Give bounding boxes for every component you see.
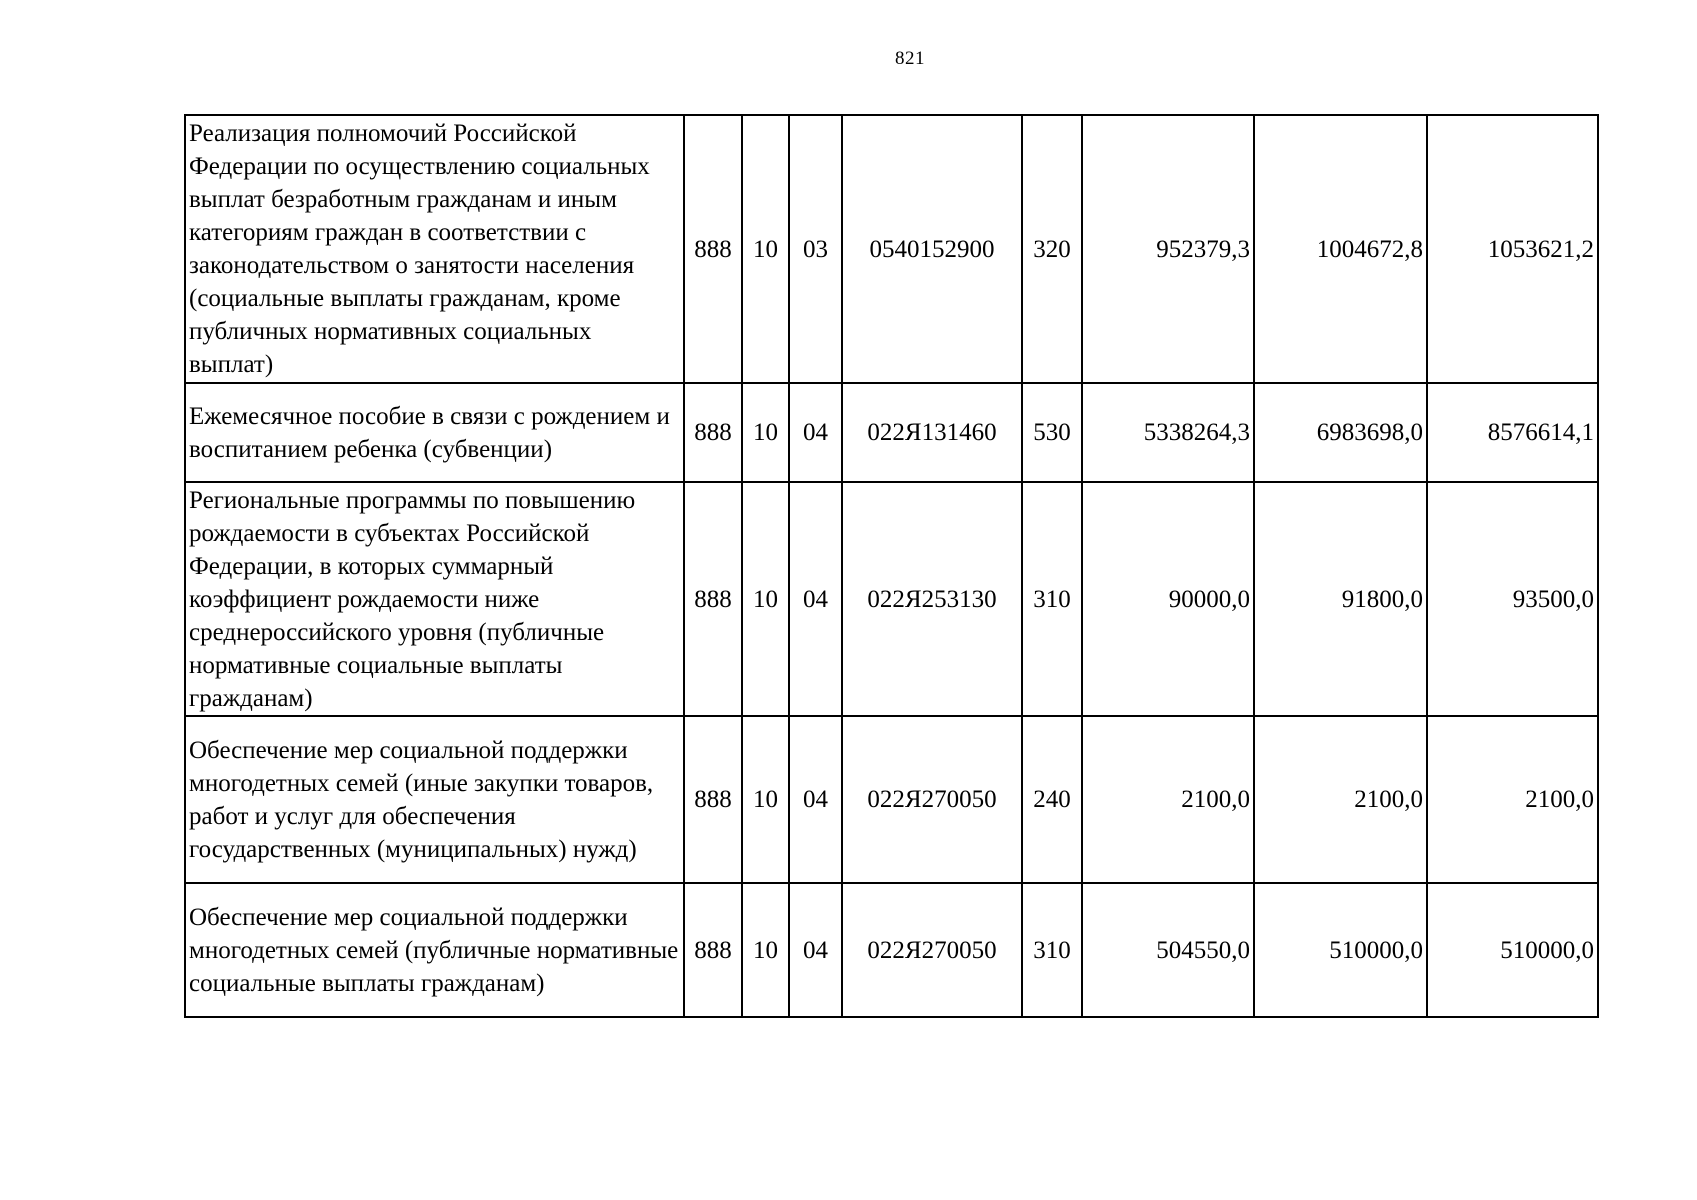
amount-year-2: 6983698,0 xyxy=(1254,383,1427,482)
row-description: Реализация полномочий Российской Федерации по осуществлению социальных выплат безработным гражданам и иным категориям граждан в соответствии с законодательством о занятости населения (социальные выплаты гражданам, кроме публичных нормативных социальных выплат) xyxy=(185,115,684,383)
table-row xyxy=(185,383,1598,482)
expense-type-code: 240 xyxy=(1022,716,1082,883)
amount-year-3: 8576614,1 xyxy=(1427,383,1598,482)
amount-year-1: 5338264,3 xyxy=(1082,383,1254,482)
amount-year-2: 510000,0 xyxy=(1254,883,1427,1017)
amount-year-3: 2100,0 xyxy=(1427,716,1598,883)
expense-type-code: 310 xyxy=(1022,883,1082,1017)
ministry-code: 888 xyxy=(684,482,742,716)
page-number: 821 xyxy=(895,48,925,69)
amount-year-2: 2100,0 xyxy=(1254,716,1427,883)
amount-year-3: 1053621,2 xyxy=(1427,115,1598,383)
target-article-code: 022Я131460 xyxy=(842,383,1022,482)
subsection-code: 04 xyxy=(789,716,842,883)
subsection-code: 04 xyxy=(789,883,842,1017)
ministry-code: 888 xyxy=(684,883,742,1017)
target-article-code: 022Я253130 xyxy=(842,482,1022,716)
amount-year-1: 2100,0 xyxy=(1082,716,1254,883)
amount-year-2: 1004672,8 xyxy=(1254,115,1427,383)
row-description: Региональные программы по повышению рождаемости в субъектах Российской Федерации, в которых суммарный коэффициент рождаемости ниже среднероссийского уровня (публичные нормативные социальные выплаты гражданам) xyxy=(185,482,684,716)
ministry-code: 888 xyxy=(684,383,742,482)
section-code: 10 xyxy=(742,115,789,383)
row-description: Обеспечение мер социальной поддержки многодетных семей (публичные нормативные социальные выплаты гражданам) xyxy=(185,883,684,1017)
table-row xyxy=(185,482,1598,716)
section-code: 10 xyxy=(742,883,789,1017)
amount-year-2: 91800,0 xyxy=(1254,482,1427,716)
ministry-code: 888 xyxy=(684,716,742,883)
section-code: 10 xyxy=(742,716,789,883)
table-row xyxy=(185,716,1598,883)
table-row xyxy=(185,883,1598,1017)
amount-year-3: 510000,0 xyxy=(1427,883,1598,1017)
subsection-code: 04 xyxy=(789,383,842,482)
expense-type-code: 320 xyxy=(1022,115,1082,383)
target-article-code: 022Я270050 xyxy=(842,883,1022,1017)
row-description: Обеспечение мер социальной поддержки многодетных семей (иные закупки товаров, работ и услуг для обеспечения государственных (муниципальных) нужд) xyxy=(185,716,684,883)
amount-year-1: 952379,3 xyxy=(1082,115,1254,383)
target-article-code: 0540152900 xyxy=(842,115,1022,383)
subsection-code: 03 xyxy=(789,115,842,383)
budget-table xyxy=(184,114,1599,1018)
target-article-code: 022Я270050 xyxy=(842,716,1022,883)
section-code: 10 xyxy=(742,383,789,482)
amount-year-1: 90000,0 xyxy=(1082,482,1254,716)
amount-year-1: 504550,0 xyxy=(1082,883,1254,1017)
table-row xyxy=(185,115,1598,383)
amount-year-3: 93500,0 xyxy=(1427,482,1598,716)
row-description: Ежемесячное пособие в связи с рождением и воспитанием ребенка (субвенции) xyxy=(185,383,684,482)
ministry-code: 888 xyxy=(684,115,742,383)
expense-type-code: 310 xyxy=(1022,482,1082,716)
section-code: 10 xyxy=(742,482,789,716)
subsection-code: 04 xyxy=(789,482,842,716)
expense-type-code: 530 xyxy=(1022,383,1082,482)
